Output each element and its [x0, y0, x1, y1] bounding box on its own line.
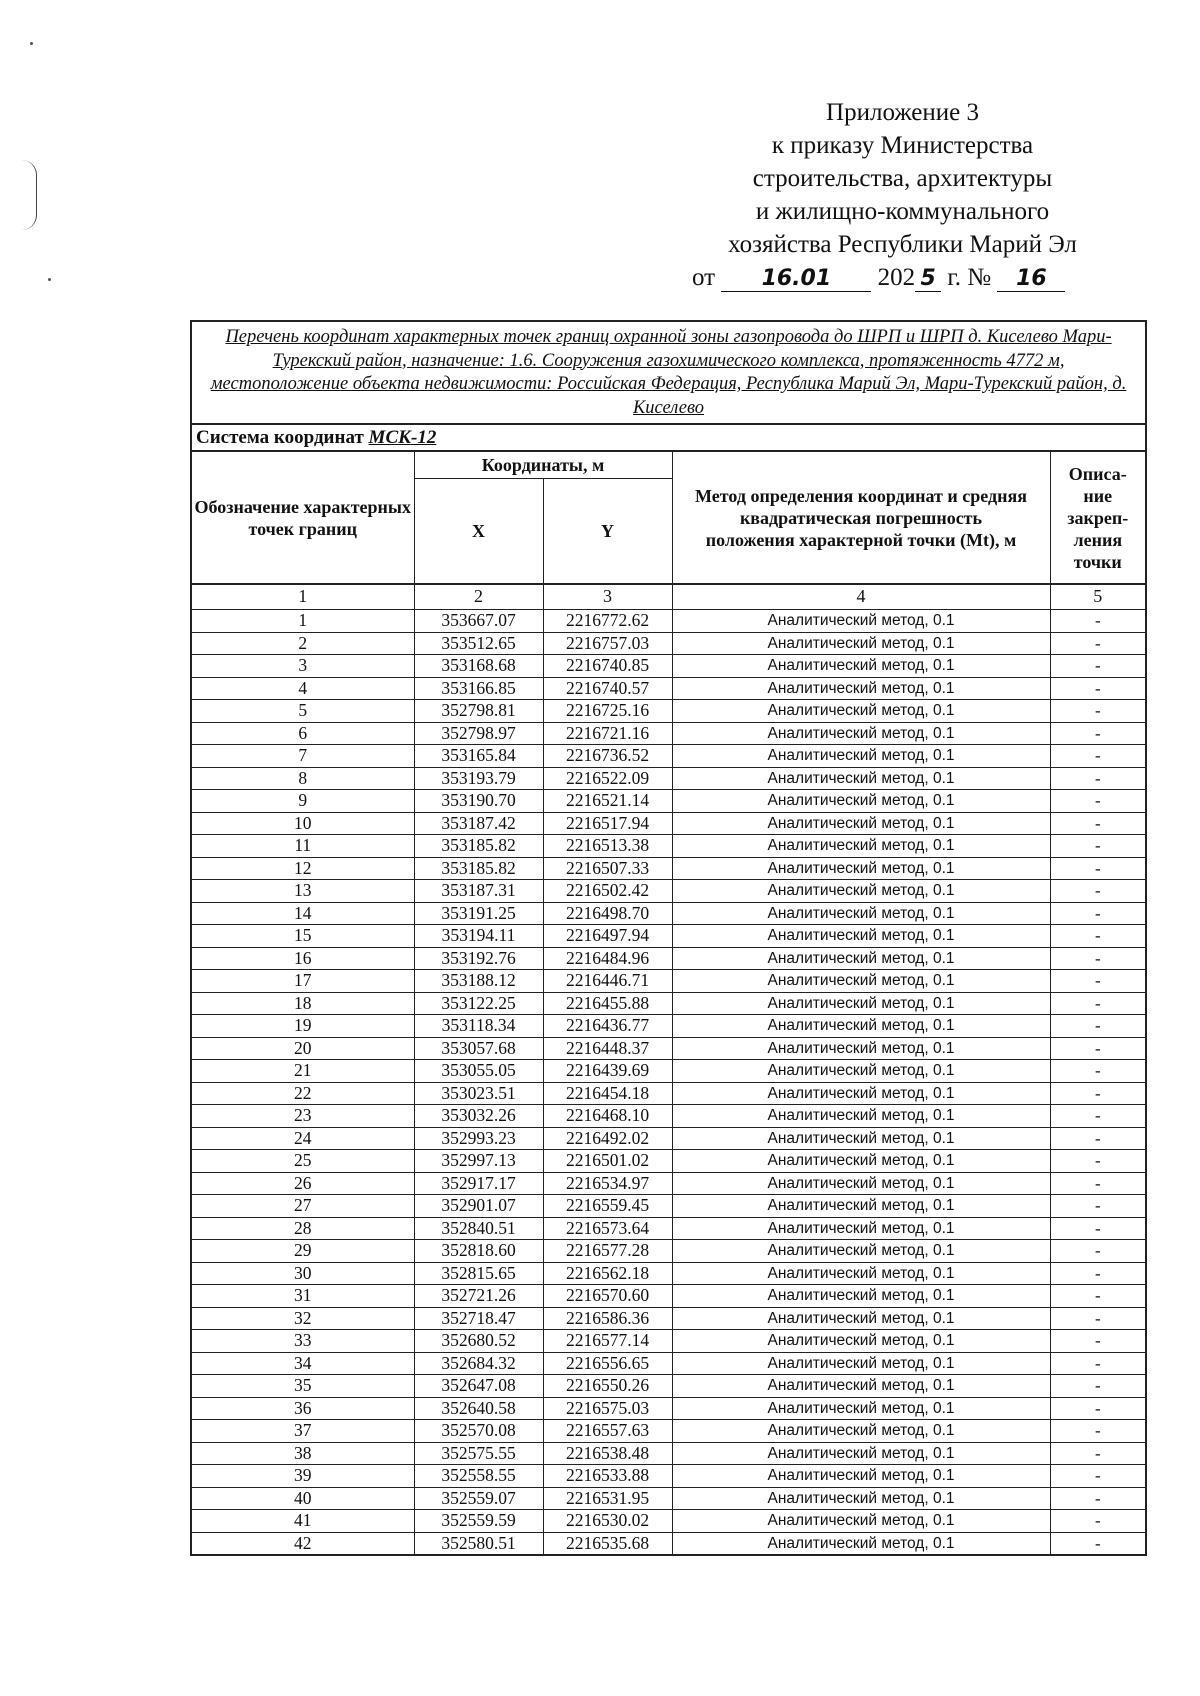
cell-x: 352559.07 — [414, 1487, 543, 1510]
cell-method: Аналитический метод, 0.1 — [672, 1352, 1050, 1375]
cell-description: - — [1050, 1510, 1146, 1533]
handwritten-year-digit: 5 — [915, 267, 941, 292]
cell-point-number: 28 — [191, 1217, 414, 1240]
cell-method: Аналитический метод, 0.1 — [672, 947, 1050, 970]
cell-description: - — [1050, 655, 1146, 678]
appendix-line: и жилищно-коммунального — [755, 198, 1050, 225]
cell-x: 352580.51 — [414, 1532, 543, 1555]
cell-method: Аналитический метод, 0.1 — [672, 700, 1050, 723]
cell-description: - — [1050, 1330, 1146, 1353]
table-row — [191, 1195, 1146, 1218]
cell-method: Аналитический метод, 0.1 — [672, 1532, 1050, 1555]
cell-method: Аналитический метод, 0.1 — [672, 880, 1050, 903]
cell-description: - — [1050, 722, 1146, 745]
table-row — [191, 902, 1146, 925]
cell-point-number: 31 — [191, 1285, 414, 1308]
cell-x: 353118.34 — [414, 1015, 543, 1038]
cell-x: 353194.11 — [414, 925, 543, 948]
table-row — [191, 1172, 1146, 1195]
cell-point-number: 13 — [191, 880, 414, 903]
cell-description: - — [1050, 1082, 1146, 1105]
table-row — [191, 700, 1146, 723]
cell-point-number: 12 — [191, 857, 414, 880]
table-row — [191, 1397, 1146, 1420]
cell-point-number: 39 — [191, 1465, 414, 1488]
table-row — [191, 1127, 1146, 1150]
handwritten-date: 16.01 — [721, 267, 871, 292]
cell-description: - — [1050, 970, 1146, 993]
cell-method: Аналитический метод, 0.1 — [672, 1307, 1050, 1330]
cell-method: Аналитический метод, 0.1 — [672, 1420, 1050, 1443]
table-row — [191, 835, 1146, 858]
cell-y: 2216740.57 — [543, 677, 672, 700]
cell-description: - — [1050, 1285, 1146, 1308]
cell-y: 2216454.18 — [543, 1082, 672, 1105]
cell-description: - — [1050, 812, 1146, 835]
cell-point-number: 20 — [191, 1037, 414, 1060]
margin-scan-dot — [30, 42, 33, 45]
column-number: 1 — [191, 584, 414, 610]
cell-x: 353122.25 — [414, 992, 543, 1015]
cell-method: Аналитический метод, 0.1 — [672, 1127, 1050, 1150]
table-row — [191, 1487, 1146, 1510]
cell-method: Аналитический метод, 0.1 — [672, 812, 1050, 835]
cell-point-number: 9 — [191, 790, 414, 813]
table-row — [191, 1307, 1146, 1330]
cell-y: 2216533.88 — [543, 1465, 672, 1488]
table-row — [191, 1510, 1146, 1533]
cell-x: 352798.97 — [414, 722, 543, 745]
cell-method: Аналитический метод, 0.1 — [672, 1442, 1050, 1465]
cell-x: 352815.65 — [414, 1262, 543, 1285]
cell-description: - — [1050, 1262, 1146, 1285]
cell-x: 353023.51 — [414, 1082, 543, 1105]
cell-point-number: 26 — [191, 1172, 414, 1195]
cell-x: 353185.82 — [414, 857, 543, 880]
cell-description: - — [1050, 1150, 1146, 1173]
table-row — [191, 925, 1146, 948]
cell-method: Аналитический метод, 0.1 — [672, 1015, 1050, 1038]
handwritten-order-number: 16 — [997, 267, 1065, 292]
cell-y: 2216531.95 — [543, 1487, 672, 1510]
cell-method: Аналитический метод, 0.1 — [672, 1330, 1050, 1353]
table-row — [191, 992, 1146, 1015]
table-row — [191, 1150, 1146, 1173]
cell-point-number: 4 — [191, 677, 414, 700]
cell-x: 353032.26 — [414, 1105, 543, 1128]
cell-point-number: 35 — [191, 1375, 414, 1398]
cell-method: Аналитический метод, 0.1 — [672, 857, 1050, 880]
cell-description: - — [1050, 632, 1146, 655]
cell-x: 352640.58 — [414, 1397, 543, 1420]
cell-point-number: 15 — [191, 925, 414, 948]
cell-y: 2216498.70 — [543, 902, 672, 925]
year-prefix: 202 — [877, 264, 916, 291]
cell-description: - — [1050, 992, 1146, 1015]
cell-point-number: 14 — [191, 902, 414, 925]
cell-point-number: 5 — [191, 700, 414, 723]
table-row — [191, 655, 1146, 678]
table-row — [191, 880, 1146, 903]
cell-y: 2216725.16 — [543, 700, 672, 723]
cell-description: - — [1050, 1015, 1146, 1038]
cell-description: - — [1050, 947, 1146, 970]
margin-scan-dot — [48, 278, 51, 281]
cell-y: 2216501.02 — [543, 1150, 672, 1173]
cell-description: - — [1050, 1442, 1146, 1465]
cell-method: Аналитический метод, 0.1 — [672, 677, 1050, 700]
cell-y: 2216586.36 — [543, 1307, 672, 1330]
cell-point-number: 2 — [191, 632, 414, 655]
cell-method: Аналитический метод, 0.1 — [672, 1037, 1050, 1060]
cell-y: 2216497.94 — [543, 925, 672, 948]
cell-x: 352647.08 — [414, 1375, 543, 1398]
table-row — [191, 1060, 1146, 1083]
cell-description: - — [1050, 1532, 1146, 1555]
coordinate-system-cell — [191, 424, 1146, 451]
cell-point-number: 32 — [191, 1307, 414, 1330]
table-title: Перечень координат характерных точек границ охранной зоны газопровода до ШРП и ШРП д. Киселево Мари-Турекский район, назначение: 1.6. Сооружения газохимического комплекса, протяженность 4772 м, местоположение объекта недвижимости: Российская Федерация, Республика Марий Эл, Мари-Турекский район, д. Киселево — [191, 321, 1146, 424]
cell-y: 2216550.26 — [543, 1375, 672, 1398]
cell-y: 2216559.45 — [543, 1195, 672, 1218]
cell-method: Аналитический метод, 0.1 — [672, 1510, 1050, 1533]
cell-description: - — [1050, 745, 1146, 768]
order-date-line — [690, 261, 1115, 294]
table-row — [191, 1420, 1146, 1443]
cell-y: 2216736.52 — [543, 745, 672, 768]
table-row — [191, 1082, 1146, 1105]
cell-y: 2216522.09 — [543, 767, 672, 790]
header-x: X — [414, 479, 543, 585]
cell-method: Аналитический метод, 0.1 — [672, 1217, 1050, 1240]
cell-method: Аналитический метод, 0.1 — [672, 835, 1050, 858]
cell-x: 352559.59 — [414, 1510, 543, 1533]
header-point: Обозначение характерных точек границ — [191, 451, 414, 584]
table-row — [191, 1262, 1146, 1285]
cell-method: Аналитический метод, 0.1 — [672, 902, 1050, 925]
cell-method: Аналитический метод, 0.1 — [672, 1105, 1050, 1128]
table-row — [191, 677, 1146, 700]
cell-method: Аналитический метод, 0.1 — [672, 1465, 1050, 1488]
cell-point-number: 16 — [191, 947, 414, 970]
header-coords: Координаты, м — [414, 451, 672, 479]
cell-method: Аналитический метод, 0.1 — [672, 1195, 1050, 1218]
cell-x: 353055.05 — [414, 1060, 543, 1083]
date-prefix: от — [692, 264, 716, 291]
cell-y: 2216484.96 — [543, 947, 672, 970]
cell-x: 352570.08 — [414, 1420, 543, 1443]
table-row — [191, 1105, 1146, 1128]
cell-point-number: 6 — [191, 722, 414, 745]
table-row — [191, 970, 1146, 993]
column-number: 3 — [543, 584, 672, 610]
column-number: 4 — [672, 584, 1050, 610]
cell-point-number: 29 — [191, 1240, 414, 1263]
table-row — [191, 947, 1146, 970]
cell-y: 2216577.14 — [543, 1330, 672, 1353]
table-title-row — [191, 321, 1146, 424]
cell-method: Аналитический метод, 0.1 — [672, 1060, 1050, 1083]
cell-y: 2216721.16 — [543, 722, 672, 745]
cell-x: 352798.81 — [414, 700, 543, 723]
cell-description: - — [1050, 902, 1146, 925]
cell-description: - — [1050, 700, 1146, 723]
cell-point-number: 23 — [191, 1105, 414, 1128]
cell-description: - — [1050, 1352, 1146, 1375]
table-row — [191, 745, 1146, 768]
appendix-line: к приказу Министерства — [771, 132, 1034, 159]
cell-method: Аналитический метод, 0.1 — [672, 970, 1050, 993]
cell-method: Аналитический метод, 0.1 — [672, 1262, 1050, 1285]
table-row — [191, 1532, 1146, 1555]
cell-point-number: 30 — [191, 1262, 414, 1285]
cell-point-number: 24 — [191, 1127, 414, 1150]
cell-point-number: 34 — [191, 1352, 414, 1375]
cell-x: 353187.42 — [414, 812, 543, 835]
cell-method: Аналитический метод, 0.1 — [672, 1487, 1050, 1510]
cell-description: - — [1050, 1465, 1146, 1488]
cell-point-number: 40 — [191, 1487, 414, 1510]
cell-point-number: 22 — [191, 1082, 414, 1105]
number-prefix: г. № — [947, 264, 992, 291]
cell-method: Аналитический метод, 0.1 — [672, 992, 1050, 1015]
cell-y: 2216757.03 — [543, 632, 672, 655]
cell-y: 2216468.10 — [543, 1105, 672, 1128]
cell-point-number: 42 — [191, 1532, 414, 1555]
cell-point-number: 37 — [191, 1420, 414, 1443]
cell-y: 2216502.42 — [543, 880, 672, 903]
cell-method: Аналитический метод, 0.1 — [672, 1375, 1050, 1398]
cell-point-number: 7 — [191, 745, 414, 768]
cell-method: Аналитический метод, 0.1 — [672, 722, 1050, 745]
cell-method: Аналитический метод, 0.1 — [672, 1082, 1050, 1105]
table-row — [191, 1330, 1146, 1353]
cell-y: 2216436.77 — [543, 1015, 672, 1038]
cell-point-number: 25 — [191, 1150, 414, 1173]
cell-x: 352993.23 — [414, 1127, 543, 1150]
header-desc: Описа-ние закреп-ления точки — [1050, 451, 1146, 584]
coordinates-table — [190, 320, 1147, 1556]
cell-description: - — [1050, 925, 1146, 948]
cell-y: 2216570.60 — [543, 1285, 672, 1308]
cell-x: 353191.25 — [414, 902, 543, 925]
cell-description: - — [1050, 1420, 1146, 1443]
cell-description: - — [1050, 1127, 1146, 1150]
cell-point-number: 18 — [191, 992, 414, 1015]
cell-x: 353192.76 — [414, 947, 543, 970]
cell-y: 2216535.68 — [543, 1532, 672, 1555]
table-row — [191, 1465, 1146, 1488]
cell-y: 2216521.14 — [543, 790, 672, 813]
cell-point-number: 8 — [191, 767, 414, 790]
cell-point-number: 17 — [191, 970, 414, 993]
cell-x: 353190.70 — [414, 790, 543, 813]
cell-y: 2216772.62 — [543, 610, 672, 633]
header-y: Y — [543, 479, 672, 585]
cell-description: - — [1050, 1375, 1146, 1398]
cell-x: 352684.32 — [414, 1352, 543, 1375]
table-row — [191, 1240, 1146, 1263]
cell-method: Аналитический метод, 0.1 — [672, 1285, 1050, 1308]
cell-method: Аналитический метод, 0.1 — [672, 767, 1050, 790]
cell-description: - — [1050, 1307, 1146, 1330]
cell-method: Аналитический метод, 0.1 — [672, 790, 1050, 813]
cell-description: - — [1050, 1105, 1146, 1128]
cell-y: 2216538.48 — [543, 1442, 672, 1465]
cell-y: 2216455.88 — [543, 992, 672, 1015]
cell-point-number: 1 — [191, 610, 414, 633]
cell-description: - — [1050, 857, 1146, 880]
cell-method: Аналитический метод, 0.1 — [672, 745, 1050, 768]
cell-x: 353193.79 — [414, 767, 543, 790]
cell-x: 352680.52 — [414, 1330, 543, 1353]
table-row — [191, 767, 1146, 790]
cell-y: 2216448.37 — [543, 1037, 672, 1060]
cell-x: 353512.65 — [414, 632, 543, 655]
cell-description: - — [1050, 880, 1146, 903]
cell-description: - — [1050, 1172, 1146, 1195]
cell-point-number: 21 — [191, 1060, 414, 1083]
cell-y: 2216446.71 — [543, 970, 672, 993]
cell-x: 352917.17 — [414, 1172, 543, 1195]
cell-method: Аналитический метод, 0.1 — [672, 610, 1050, 633]
coordinate-system-label: Система координат — [196, 427, 364, 448]
cell-x: 353168.68 — [414, 655, 543, 678]
cell-point-number: 38 — [191, 1442, 414, 1465]
cell-x: 352901.07 — [414, 1195, 543, 1218]
cell-description: - — [1050, 1397, 1146, 1420]
cell-method: Аналитический метод, 0.1 — [672, 632, 1050, 655]
cell-point-number: 36 — [191, 1397, 414, 1420]
cell-description: - — [1050, 767, 1146, 790]
cell-description: - — [1050, 1217, 1146, 1240]
cell-point-number: 33 — [191, 1330, 414, 1353]
cell-description: - — [1050, 610, 1146, 633]
cell-y: 2216557.63 — [543, 1420, 672, 1443]
cell-x: 352575.55 — [414, 1442, 543, 1465]
cell-x: 353667.07 — [414, 610, 543, 633]
cell-x: 353165.84 — [414, 745, 543, 768]
table-row — [191, 1217, 1146, 1240]
cell-x: 352718.47 — [414, 1307, 543, 1330]
cell-y: 2216534.97 — [543, 1172, 672, 1195]
table-row — [191, 1352, 1146, 1375]
header-row-1 — [191, 451, 1146, 479]
cell-description: - — [1050, 790, 1146, 813]
table-row — [191, 790, 1146, 813]
header-method: Метод определения координат и средняя квадратическая погрешность положения характерной точки (Mt), м — [672, 451, 1050, 584]
cell-y: 2216577.28 — [543, 1240, 672, 1263]
cell-point-number: 19 — [191, 1015, 414, 1038]
table-row — [191, 857, 1146, 880]
cell-x: 352721.26 — [414, 1285, 543, 1308]
cell-x: 352558.55 — [414, 1465, 543, 1488]
coordinate-system-value: МСК-12 — [368, 427, 437, 448]
cell-y: 2216513.38 — [543, 835, 672, 858]
cell-point-number: 27 — [191, 1195, 414, 1218]
table-row — [191, 1037, 1146, 1060]
cell-point-number: 10 — [191, 812, 414, 835]
cell-y: 2216575.03 — [543, 1397, 672, 1420]
cell-method: Аналитический метод, 0.1 — [672, 1397, 1050, 1420]
margin-scan-mark — [22, 160, 37, 230]
table-row — [191, 1442, 1146, 1465]
cell-point-number: 11 — [191, 835, 414, 858]
cell-description: - — [1050, 1240, 1146, 1263]
table-row — [191, 1015, 1146, 1038]
table-row — [191, 610, 1146, 633]
cell-method: Аналитический метод, 0.1 — [672, 655, 1050, 678]
cell-method: Аналитический метод, 0.1 — [672, 925, 1050, 948]
column-number-row — [191, 584, 1146, 610]
appendix-line: Приложение 3 — [826, 99, 979, 126]
cell-x: 352840.51 — [414, 1217, 543, 1240]
cell-y: 2216439.69 — [543, 1060, 672, 1083]
table-row — [191, 722, 1146, 745]
cell-y: 2216517.94 — [543, 812, 672, 835]
cell-x: 353185.82 — [414, 835, 543, 858]
column-number: 5 — [1050, 584, 1146, 610]
cell-y: 2216530.02 — [543, 1510, 672, 1533]
cell-y: 2216562.18 — [543, 1262, 672, 1285]
table-row — [191, 1375, 1146, 1398]
cell-description: - — [1050, 677, 1146, 700]
cell-y: 2216507.33 — [543, 857, 672, 880]
appendix-line: хозяйства Республики Марий Эл — [728, 231, 1077, 258]
table-row — [191, 1285, 1146, 1308]
cell-method: Аналитический метод, 0.1 — [672, 1172, 1050, 1195]
cell-description: - — [1050, 1060, 1146, 1083]
cell-description: - — [1050, 1195, 1146, 1218]
cell-x: 353057.68 — [414, 1037, 543, 1060]
cell-description: - — [1050, 835, 1146, 858]
cell-y: 2216492.02 — [543, 1127, 672, 1150]
table-row — [191, 632, 1146, 655]
cell-y: 2216740.85 — [543, 655, 672, 678]
appendix-line: строительства, архитектуры — [752, 165, 1053, 192]
cell-description: - — [1050, 1037, 1146, 1060]
cell-x: 353187.31 — [414, 880, 543, 903]
appendix-block — [690, 96, 1115, 294]
cell-y: 2216556.65 — [543, 1352, 672, 1375]
coordinate-system-row — [191, 424, 1146, 451]
cell-method: Аналитический метод, 0.1 — [672, 1150, 1050, 1173]
cell-x: 352997.13 — [414, 1150, 543, 1173]
cell-x: 353188.12 — [414, 970, 543, 993]
column-number: 2 — [414, 584, 543, 610]
cell-point-number: 41 — [191, 1510, 414, 1533]
cell-description: - — [1050, 1487, 1146, 1510]
cell-y: 2216573.64 — [543, 1217, 672, 1240]
cell-method: Аналитический метод, 0.1 — [672, 1240, 1050, 1263]
cell-x: 352818.60 — [414, 1240, 543, 1263]
cell-x: 353166.85 — [414, 677, 543, 700]
table-row — [191, 812, 1146, 835]
cell-point-number: 3 — [191, 655, 414, 678]
